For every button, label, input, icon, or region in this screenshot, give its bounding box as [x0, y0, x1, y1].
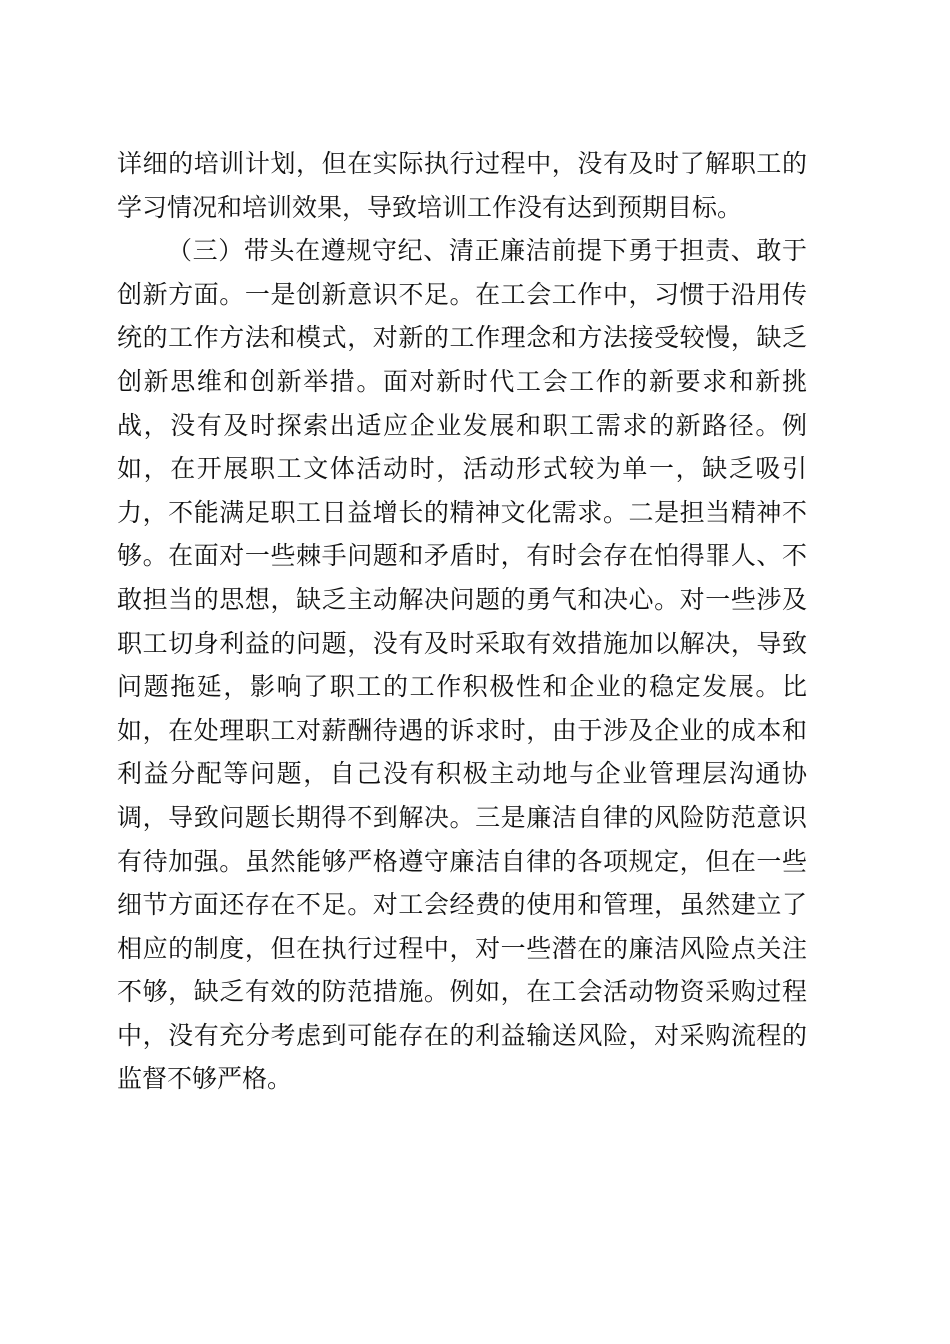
section-heading-line: （三）带头在遵规守纪、清正廉洁前提下勇于担责、敢于 [167, 236, 807, 266]
text-line: 创新思维和创新举措。面对新时代工会工作的新要求和新挑 [117, 366, 807, 396]
text-line: 调，导致问题长期得不到解决。三是廉洁自律的风险防范意识 [117, 802, 807, 832]
text-line: 学习情况和培训效果，导致培训工作没有达到预期目标。 [117, 192, 743, 222]
text-line: 统的工作方法和模式，对新的工作理念和方法接受较慢，缺乏 [117, 323, 807, 353]
text-line: 如，在开展职工文体活动时，活动形式较为单一，缺乏吸引 [117, 454, 807, 484]
text-line: 有待加强。虽然能够严格遵守廉洁自律的各项规定，但在一些 [117, 846, 807, 876]
text-line: 力，不能满足职工日益增长的精神文化需求。二是担当精神不 [117, 497, 807, 527]
text-line: 详细的培训计划，但在实际执行过程中，没有及时了解职工的 [117, 149, 807, 178]
text-line: 创新方面。一是创新意识不足。在工会工作中，习惯于沿用传 [117, 279, 807, 309]
text-line: 中，没有充分考虑到可能存在的利益输送风险，对采购流程的 [117, 1020, 807, 1050]
text-line: 如，在处理职工对薪酬待遇的诉求时，由于涉及企业的成本和 [117, 715, 807, 745]
text-line: 问题拖延，影响了职工的工作积极性和企业的稳定发展。比 [117, 672, 807, 702]
text-line: 敢担当的思想，缺乏主动解决问题的勇气和决心。对一些涉及 [117, 584, 807, 614]
text-line: 战，没有及时探索出适应企业发展和职工需求的新路径。例 [117, 410, 807, 440]
text-line: 够。在面对一些棘手问题和矛盾时，有时会存在怕得罪人、不 [117, 541, 807, 571]
text-line: 相应的制度，但在执行过程中，对一些潜在的廉洁风险点关注 [117, 933, 807, 963]
text-line: 职工切身利益的问题，没有及时采取有效措施加以解决，导致 [117, 628, 807, 658]
text-line: 不够，缺乏有效的防范措施。例如，在工会活动物资采购过程 [117, 977, 807, 1007]
text-line: 利益分配等问题，自己没有积极主动地与企业管理层沟通协 [117, 759, 807, 789]
document-body [117, 142, 807, 1101]
text-line: 细节方面还存在不足。对工会经费的使用和管理，虽然建立了 [117, 890, 807, 920]
text-line: 监督不够严格。 [117, 1064, 293, 1094]
